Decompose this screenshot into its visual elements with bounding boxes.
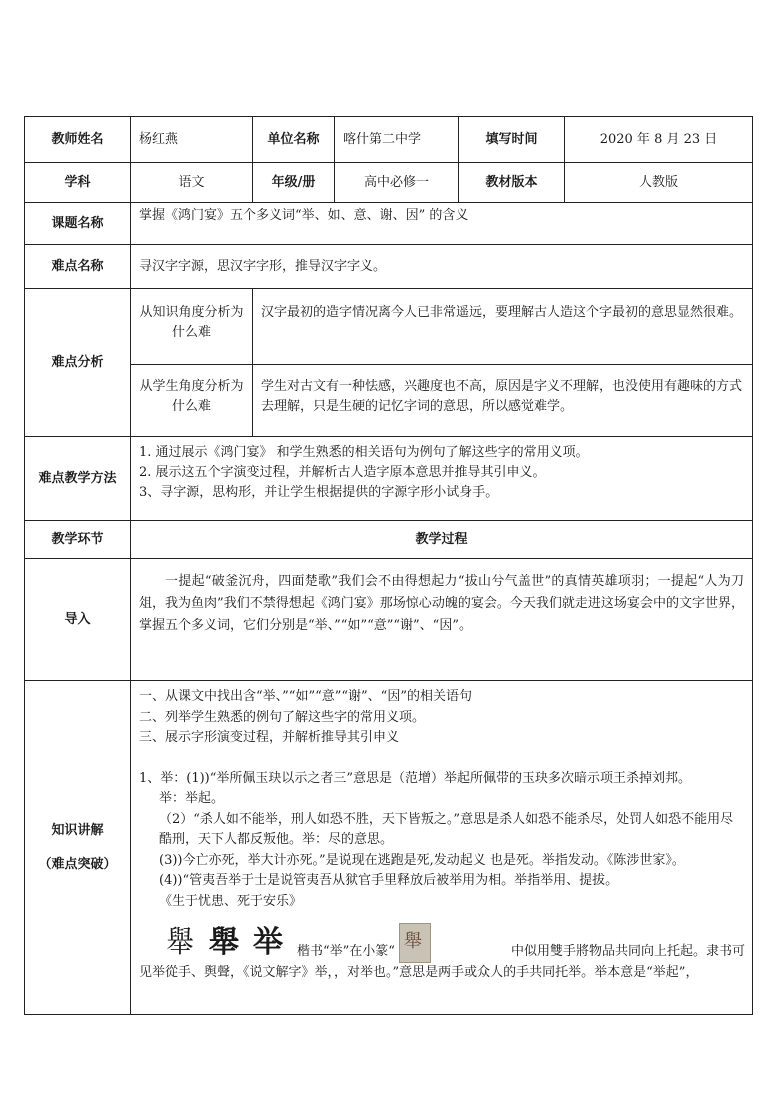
student-angle-text: 学生对古文有一种怯感，兴趣度也不高，原因是字义不理解，也没使用有趣味的方式去理解，只是生硬的记忆字词的意思，所以感觉难学。 — [253, 365, 753, 437]
subject-label: 学科 — [25, 163, 131, 203]
method-item: 1. 通过展示《鸿门宴》 和学生熟悉的相关语句为例句了解这些字的常用义项。 — [139, 445, 589, 460]
example-1: 1、举：(1))“举所佩玉玦以示之者三”意思是（范增）举起所佩带的玉玦多次暗示项王杀掉刘邦。 — [139, 770, 692, 786]
knowledge-step: 一、从课文中找出含“举、”“如”“意”“谢”、“因”的相关语句 — [139, 689, 472, 704]
process-header: 教学过程 — [131, 521, 753, 559]
analysis-row-student — [25, 365, 753, 437]
glyph-explain: 中似用雙手將物品共同向上托起。隶书可见举從手、舆聲，《说文解字》举，，对举也。”意思是两手或众人的手共同托举。举本意是“举起”， — [139, 944, 746, 980]
seal-image — [399, 923, 431, 963]
unit-label: 单位名称 — [253, 117, 335, 163]
topic-value: 掌握《鸿门宴》五个多义词“举、如、意、谢、因” 的含义 — [131, 203, 753, 245]
method-item: 3、寻字源，思构形，并让学生根据提供的字源字形小试身手。 — [139, 485, 499, 500]
traditional-glyph: 舉 — [209, 925, 241, 960]
method-row — [25, 437, 753, 521]
edition-value: 人教版 — [565, 163, 753, 203]
unit-value: 喀什第二中学 — [335, 117, 459, 163]
knowledge-label-cell — [25, 681, 131, 1015]
stage-header: 教学环节 — [25, 521, 131, 559]
process-header-row — [25, 521, 753, 559]
example-1-gloss: 举：举起。 — [159, 791, 225, 806]
subject-value: 语文 — [131, 163, 253, 203]
glyph-explain-start: 楷书“举”在小篆“ — [297, 943, 395, 959]
difficulty-row — [25, 245, 753, 289]
analysis-label: 难点分析 — [25, 289, 131, 437]
lesson-plan-table — [24, 116, 753, 1015]
example-4: (4))“管夷吾举于士是说管夷吾从狱官手里释放后被举用为相。举指举用、提拔。 — [159, 873, 619, 888]
method-item: 2. 展示这五个字演变过程，并解析古人造字原本意思并推导其引申义。 — [139, 465, 546, 480]
knowledge-step: 三、展示字形演变过程，并解析推导其引申义 — [139, 730, 400, 745]
knowledge-content — [131, 681, 752, 983]
seal-image-glyph: 舉 — [403, 931, 422, 952]
method-label: 难点教学方法 — [25, 437, 131, 521]
knowledge-sublabel: （难点突破） — [38, 856, 117, 872]
example-2: （2）“杀人如不能举，刑人如恐不胜，天下皆叛之。”意思是杀人如恐不能杀尽，处罚人如恐不能用尽酷刑，天下人都反叛他。举：尽的意思。 — [159, 811, 734, 847]
intro-cell — [131, 559, 753, 681]
intro-label: 导入 — [25, 559, 131, 681]
student-angle-label: 从学生角度分析为什么难 — [131, 365, 253, 437]
grade-value: 高中必修一 — [335, 163, 459, 203]
date-label: 填写时间 — [459, 117, 565, 163]
date-value: 2020 年 8 月 23 日 — [565, 117, 753, 163]
topic-row — [25, 203, 753, 245]
knowledge-label: 知识讲解 — [51, 822, 104, 838]
example-4-source: 《生于忧患、死于安乐》 — [159, 893, 303, 909]
example-3: (3))今亡亦死，举大计亦死。”是说现在逃跑是死,发动起义 也是死。举指发动。《陈涉世家》。 — [159, 852, 685, 868]
intro-text: 一提起“破釜沉舟，四面楚歌”我们会不由得想起力“拔山兮气盖世”的真情英雄项羽；一提起“人为刀俎，我为鱼肉”我们不禁得想起《鸿门宴》那场惊心动魄的宴会。今天我们就走进这场宴会中的文字世界，掌握五个多义词，它们分别是“举、”“如”“意”“谢”、“因”。 — [139, 574, 744, 633]
teacher-value: 杨红燕 — [131, 117, 253, 163]
topic-label: 课题名称 — [25, 203, 131, 245]
knowledge-angle-label: 从知识角度分析为什么难 — [131, 289, 253, 365]
intro-row — [25, 559, 753, 681]
edition-label: 教材版本 — [459, 163, 565, 203]
grade-label: 年级/册 — [253, 163, 335, 203]
knowledge-angle-text: 汉字最初的造字情况离今人已非常遥远，要理解古人造这个字最初的意思显然很难。 — [253, 289, 753, 365]
simplified-glyph: 举 — [253, 925, 285, 960]
difficulty-value: 寻汉字字源，思汉字字形，推导汉字字义。 — [131, 245, 753, 289]
seal-script-glyph: 舉 — [166, 925, 196, 960]
method-list — [131, 437, 752, 503]
header-row-2 — [25, 163, 753, 203]
difficulty-label: 难点名称 — [25, 245, 131, 289]
header-row-1 — [25, 117, 753, 163]
method-list-cell — [131, 437, 753, 521]
knowledge-cell — [131, 681, 753, 1015]
teacher-label: 教师姓名 — [25, 117, 131, 163]
knowledge-row — [25, 681, 753, 1015]
knowledge-step: 二、列举学生熟悉的例句了解这些字的常用义项。 — [139, 709, 426, 725]
analysis-row-knowledge — [25, 289, 753, 365]
